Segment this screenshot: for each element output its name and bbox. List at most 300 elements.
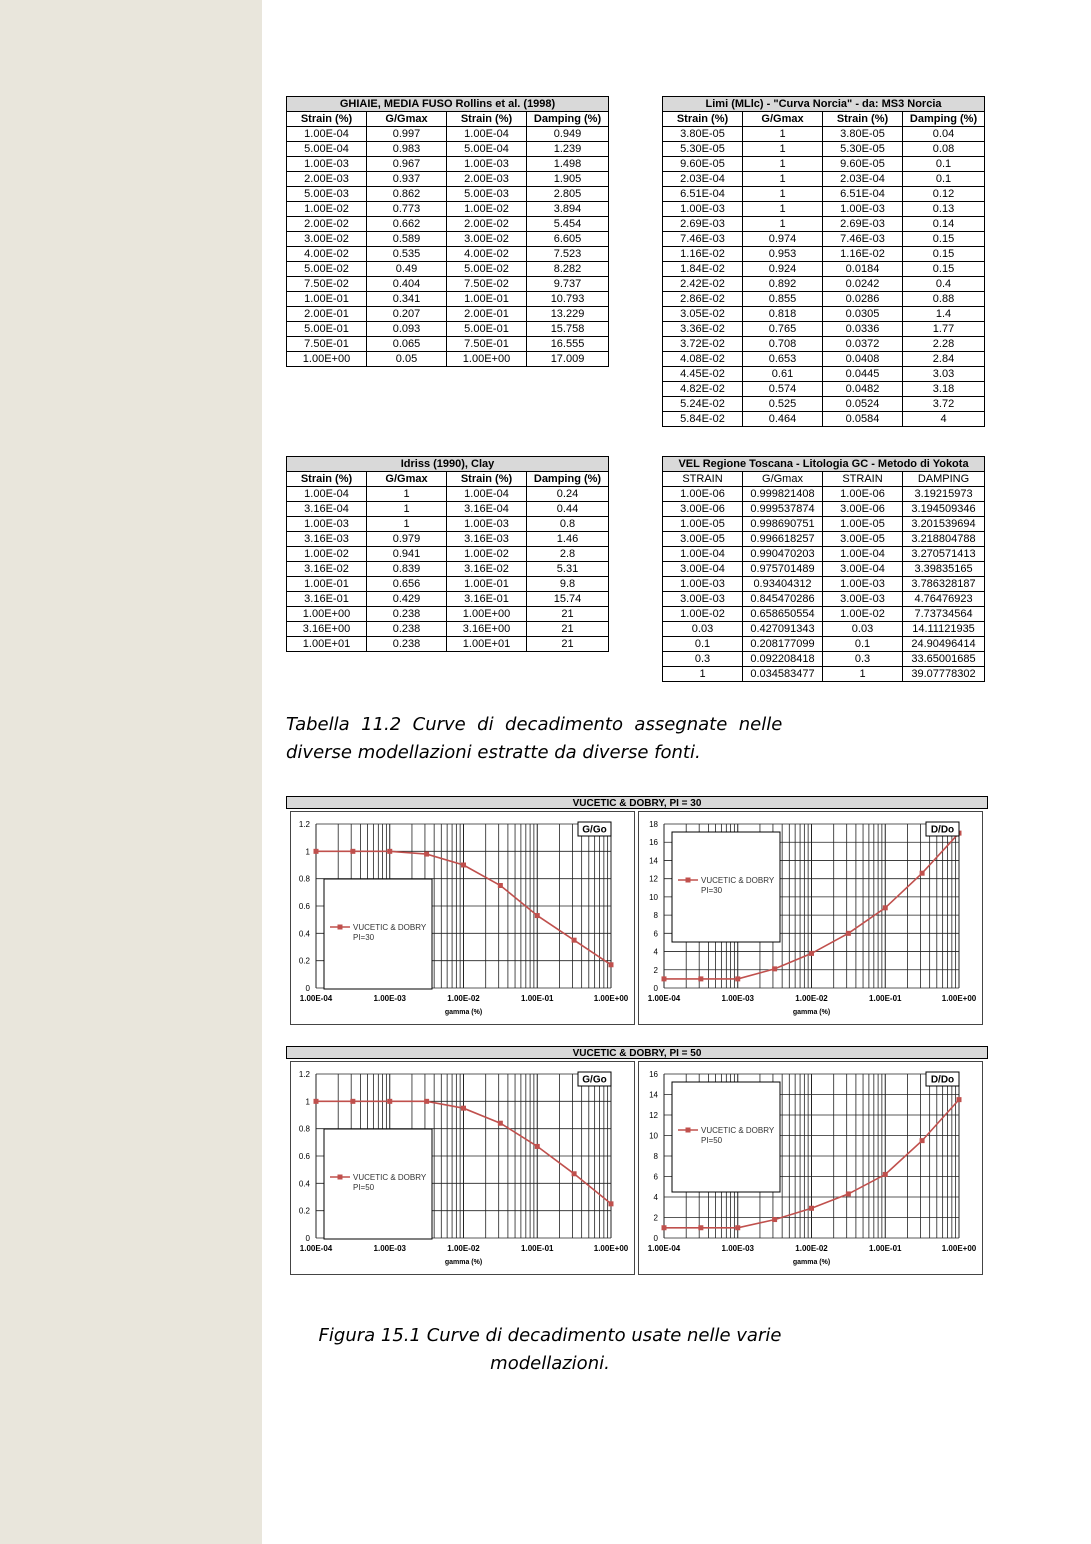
table-cell: 14.11121935 (903, 622, 985, 637)
table-row (287, 517, 609, 532)
table-cell: 4.45E-02 (663, 367, 743, 382)
table-cell: 5.31 (527, 562, 609, 577)
table-cell: 1.00E+00 (287, 352, 367, 367)
data-point (498, 1121, 503, 1126)
table-cell: 3.16E-01 (287, 592, 367, 607)
table-cell: 0.03 (663, 622, 743, 637)
legend-marker (686, 1128, 691, 1133)
table-cell: 4 (903, 412, 985, 427)
y-tick-label: 1.2 (298, 820, 310, 829)
y-tick-label: 0.4 (298, 1179, 310, 1189)
y-tick-label: 0.8 (298, 874, 310, 884)
data-point (387, 849, 392, 854)
table-cell: 5.00E-03 (287, 187, 367, 202)
table-cell: 5.00E-01 (447, 322, 527, 337)
table-row (663, 202, 985, 217)
table-cell: 0.997 (367, 127, 447, 142)
table-cell: 9.8 (527, 577, 609, 592)
data-point (424, 852, 429, 857)
x-tick-label: 1.00E-01 (521, 994, 554, 1003)
data-point (772, 1217, 777, 1222)
table-cell: 4.76476923 (903, 592, 985, 607)
page-sidebar (0, 0, 262, 1544)
table-cell: 7.50E-01 (287, 337, 367, 352)
table-cell: 0.1 (903, 157, 985, 172)
legend-label: VUCETIC & DOBRY (701, 1126, 775, 1135)
legend-label: VUCETIC & DOBRY (353, 1173, 427, 1182)
table-cell: 1 (663, 667, 743, 682)
table-cell: 39.07778302 (903, 667, 985, 682)
table-cell: 3.16E+00 (287, 622, 367, 637)
table-row (287, 247, 609, 262)
x-tick-label: 1.00E-04 (299, 994, 333, 1003)
table-row (663, 382, 985, 397)
x-tick-label: 1.00E-01 (521, 1244, 554, 1253)
table-caption (286, 711, 826, 767)
table-row (663, 517, 985, 532)
column-header: DAMPING (903, 472, 985, 487)
table-cell: 0.653 (743, 352, 823, 367)
figure-caption (300, 1322, 800, 1378)
table-cell: 0.941 (367, 547, 447, 562)
data-point (314, 1099, 319, 1104)
table-cell: 1.00E-03 (447, 157, 527, 172)
table-cell: 2.69E-03 (823, 217, 903, 232)
chart-g-pi30-frame (290, 811, 635, 1025)
table-cell: 0.238 (367, 607, 447, 622)
table-cell: 0.341 (367, 292, 447, 307)
table-cell: 1 (743, 202, 823, 217)
x-axis-label: gamma (%) (792, 1009, 831, 1016)
table-cell: 3.218804788 (903, 532, 985, 547)
data-point (609, 1201, 614, 1206)
table-cell: 6.605 (527, 232, 609, 247)
data-point (535, 913, 540, 918)
table-cell: 0.208177099 (743, 637, 823, 652)
table-cell: 1.00E-04 (287, 487, 367, 502)
table-cell: 1 (743, 187, 823, 202)
table-cell: 4.08E-02 (663, 352, 743, 367)
table-title: VEL Regione Toscana - Litologia GC - Metodo di Yokota (663, 457, 985, 472)
data-point (350, 849, 355, 854)
y-tick-label: 4 (653, 1193, 658, 1202)
chart-d-pi30-frame (638, 811, 983, 1025)
table-cell: 0.08 (903, 142, 985, 157)
table-cell: 3.00E-02 (287, 232, 367, 247)
table-cell: 5.00E-01 (287, 322, 367, 337)
table-row (287, 352, 609, 367)
table-cell: 5.30E-05 (823, 142, 903, 157)
table-cell: 15.758 (527, 322, 609, 337)
table-cell: 3.786328187 (903, 577, 985, 592)
table-cell: 1 (367, 517, 447, 532)
table-cell: 1.905 (527, 172, 609, 187)
table-cell: 0.892 (743, 277, 823, 292)
table-cell: 0.0524 (823, 397, 903, 412)
table-cell: 2.00E-01 (287, 307, 367, 322)
table-cell: 3.36E-02 (663, 322, 743, 337)
x-tick-label: 1.00E-02 (447, 1244, 480, 1253)
legend-box (672, 1082, 780, 1192)
table-cell: 21 (527, 622, 609, 637)
table-row (287, 607, 609, 622)
table-row (287, 562, 609, 577)
table-row (663, 532, 985, 547)
table-row (663, 217, 985, 232)
data-point (698, 1225, 703, 1230)
table-cell: 0.238 (367, 622, 447, 637)
table-cell: 3.270571413 (903, 547, 985, 562)
x-tick-label: 1.00E-02 (795, 1244, 828, 1253)
table-caption-line-1: Tabella 11.2 Curve di decadimento assegnate nelle (286, 714, 783, 735)
data-point (735, 1225, 740, 1230)
y-tick-label: 16 (649, 838, 658, 848)
column-header: STRAIN (823, 472, 903, 487)
table-row (287, 592, 609, 607)
table-cell: 0.14 (903, 217, 985, 232)
table-row (663, 157, 985, 172)
x-tick-label: 1.00E-03 (721, 1244, 754, 1253)
table-cell: 0.49 (367, 262, 447, 277)
table-ghiaie-rollins (286, 96, 609, 367)
y-tick-label: 14 (649, 1090, 658, 1100)
table-cell: 1.00E-01 (287, 577, 367, 592)
table-row (663, 502, 985, 517)
table-cell: 1.84E-02 (663, 262, 743, 277)
table-cell: 1.00E-05 (823, 517, 903, 532)
column-header: STRAIN (663, 472, 743, 487)
table-row (663, 652, 985, 667)
data-point (883, 1172, 888, 1177)
chart-d-pi50 (639, 1062, 982, 1274)
y-tick-label: 2 (653, 965, 658, 975)
legend-label: VUCETIC & DOBRY (353, 923, 427, 932)
table-cell: 0.429 (367, 592, 447, 607)
y-tick-label: 0.2 (298, 1206, 310, 1216)
table-cell: 3.894 (527, 202, 609, 217)
table-row (287, 547, 609, 562)
data-point (809, 1206, 814, 1211)
table-row (663, 352, 985, 367)
y-tick-label: 10 (649, 1131, 658, 1141)
data-point (772, 966, 777, 971)
table-cell: 0.15 (903, 247, 985, 262)
corner-label: D/Do (930, 824, 955, 836)
table-cell: 1.00E-04 (663, 547, 743, 562)
data-point (461, 863, 466, 868)
chart-g-pi30 (291, 812, 634, 1024)
x-tick-label: 1.00E-04 (647, 994, 681, 1003)
table-row (663, 592, 985, 607)
chart-group-title-pi30: VUCETIC & DOBRY, PI = 30 (286, 796, 988, 809)
column-header: G/Gmax (743, 112, 823, 127)
column-header: Strain (%) (287, 472, 367, 487)
table-cell: 1.00E+00 (447, 607, 527, 622)
table-cell: 0.1 (823, 637, 903, 652)
table-cell: 2.8 (527, 547, 609, 562)
column-header: Damping (%) (527, 472, 609, 487)
table-cell: 1.00E-06 (663, 487, 743, 502)
table-cell: 1.00E-02 (823, 607, 903, 622)
table-cell: 1.00E-04 (447, 127, 527, 142)
table-cell: 7.50E-02 (287, 277, 367, 292)
table-row (663, 487, 985, 502)
table-cell: 1.00E-03 (447, 517, 527, 532)
table-cell: 0.662 (367, 217, 447, 232)
y-tick-label: 6 (653, 929, 658, 939)
table-cell: 0.967 (367, 157, 447, 172)
table-row (663, 172, 985, 187)
table-cell: 3.194509346 (903, 502, 985, 517)
y-tick-label: 0 (305, 984, 310, 993)
data-point (424, 1099, 429, 1104)
legend-marker (686, 878, 691, 883)
table-cell: 24.90496414 (903, 637, 985, 652)
y-tick-label: 12 (649, 874, 658, 884)
table-title: Limi (MLlc) - "Curva Norcia" - da: MS3 Norcia (663, 97, 985, 112)
table-cell: 0.05 (367, 352, 447, 367)
table-cell: 9.737 (527, 277, 609, 292)
table-cell: 3.16E-04 (287, 502, 367, 517)
y-tick-label: 2 (653, 1213, 658, 1223)
data-point (350, 1099, 355, 1104)
table-cell: 33.65001685 (903, 652, 985, 667)
chart-d-pi30 (639, 812, 982, 1024)
table-cell: 2.00E-01 (447, 307, 527, 322)
table-cell: 3.00E-05 (823, 532, 903, 547)
table-cell: 3.00E-04 (823, 562, 903, 577)
table-row (663, 337, 985, 352)
y-tick-label: 10 (649, 892, 658, 902)
table-cell: 0.404 (367, 277, 447, 292)
table-cell: 0.1 (663, 637, 743, 652)
legend-box (324, 879, 432, 989)
data-point (735, 976, 740, 981)
table-row (287, 262, 609, 277)
legend-marker (338, 925, 343, 930)
table-cell: 1.00E-03 (663, 577, 743, 592)
table-cell: 3.00E-06 (663, 502, 743, 517)
table-cell: 0.44 (527, 502, 609, 517)
table-cell: 3.00E-03 (823, 592, 903, 607)
table-row (287, 622, 609, 637)
figure-caption-line-2: modellazioni. (490, 1353, 610, 1374)
chart-g-pi50-frame (290, 1061, 635, 1275)
table-cell: 0.0286 (823, 292, 903, 307)
table-cell: 0.656 (367, 577, 447, 592)
legend-label: VUCETIC & DOBRY (701, 876, 775, 885)
table-cell: 0.535 (367, 247, 447, 262)
table-row (287, 202, 609, 217)
corner-label: D/Do (930, 1074, 955, 1086)
table-cell: 1.00E-01 (287, 292, 367, 307)
table-cell: 6.51E-04 (663, 187, 743, 202)
y-tick-label: 18 (649, 820, 658, 829)
table-cell: 5.454 (527, 217, 609, 232)
table-cell: 3.00E-04 (663, 562, 743, 577)
table-cell: 0.765 (743, 322, 823, 337)
table-cell: 0.24 (527, 487, 609, 502)
table-cell: 1.16E-02 (663, 247, 743, 262)
table-cell: 0.093 (367, 322, 447, 337)
y-tick-label: 1 (305, 1097, 310, 1107)
x-tick-label: 1.00E+00 (593, 994, 629, 1003)
table-cell: 0.999821408 (743, 487, 823, 502)
table-limi-norcia (662, 96, 985, 427)
column-header: G/Gmax (743, 472, 823, 487)
column-header: Damping (%) (903, 112, 985, 127)
table-cell: 9.60E-05 (663, 157, 743, 172)
column-header: Strain (%) (287, 112, 367, 127)
legend-label: PI=50 (701, 1136, 723, 1145)
table-cell: 7.73734564 (903, 607, 985, 622)
chart-g-pi50 (291, 1062, 634, 1274)
table-row (663, 187, 985, 202)
x-axis-label: gamma (%) (444, 1009, 483, 1016)
data-point (387, 1099, 392, 1104)
y-tick-label: 1 (305, 847, 310, 857)
table-cell: 0.0584 (823, 412, 903, 427)
table-cell: 1 (367, 487, 447, 502)
chart-d-pi50-frame (638, 1061, 983, 1275)
table-cell: 4.00E-02 (287, 247, 367, 262)
x-axis-label: gamma (%) (792, 1259, 831, 1266)
x-tick-label: 1.00E-04 (647, 1244, 681, 1253)
table-cell: 1 (743, 142, 823, 157)
x-tick-label: 1.00E+00 (593, 1244, 629, 1253)
table-caption-line-2: diverse modellazioni estratte da diverse fonti. (286, 742, 701, 763)
table-cell: 5.00E-03 (447, 187, 527, 202)
table-cell: 0.0372 (823, 337, 903, 352)
table-cell: 0.996618257 (743, 532, 823, 547)
x-tick-label: 1.00E-03 (373, 1244, 406, 1253)
table-row (663, 667, 985, 682)
table-cell: 0.953 (743, 247, 823, 262)
table-row (287, 337, 609, 352)
table-cell: 1.4 (903, 307, 985, 322)
table-title: Idriss (1990), Clay (287, 457, 609, 472)
table-cell: 0.0242 (823, 277, 903, 292)
table-row (287, 172, 609, 187)
table-cell: 0.975701489 (743, 562, 823, 577)
x-tick-label: 1.00E-03 (373, 994, 406, 1003)
table-cell: 0.12 (903, 187, 985, 202)
data-point (498, 883, 503, 888)
table-row (663, 232, 985, 247)
table-cell: 3.00E-06 (823, 502, 903, 517)
table-cell: 1.00E-03 (287, 517, 367, 532)
table-row (663, 622, 985, 637)
y-tick-label: 0 (653, 984, 658, 993)
x-tick-label: 1.00E-02 (447, 994, 480, 1003)
table-cell: 3.00E-05 (663, 532, 743, 547)
table-idriss-clay (286, 456, 609, 652)
legend-box (324, 1129, 432, 1239)
table-cell: 1.00E+00 (447, 352, 527, 367)
table-cell: 2.00E-03 (287, 172, 367, 187)
table-cell: 1.00E+01 (287, 637, 367, 652)
table-cell: 0.092208418 (743, 652, 823, 667)
table-cell: 0.1 (903, 172, 985, 187)
table-cell: 0.773 (367, 202, 447, 217)
y-tick-label: 0 (305, 1234, 310, 1243)
x-tick-label: 1.00E+00 (941, 1244, 977, 1253)
table-cell: 1.00E-03 (823, 202, 903, 217)
table-cell: 5.30E-05 (663, 142, 743, 157)
table-cell: 0.4 (903, 277, 985, 292)
data-point (662, 976, 667, 981)
table-row (663, 637, 985, 652)
table-cell: 3.03 (903, 367, 985, 382)
table-cell: 1.00E-01 (447, 292, 527, 307)
table-cell: 1.00E-02 (447, 547, 527, 562)
y-tick-label: 0.2 (298, 956, 310, 966)
table-cell: 0.708 (743, 337, 823, 352)
y-tick-label: 8 (653, 1152, 658, 1161)
table-cell: 7.50E-01 (447, 337, 527, 352)
table-row (287, 232, 609, 247)
table-vel-toscana (662, 456, 985, 682)
table-cell: 2.805 (527, 187, 609, 202)
table-cell: 21 (527, 637, 609, 652)
column-header: G/Gmax (367, 472, 447, 487)
figure-caption-line-1: Figura 15.1 Curve di decadimento usate nelle varie (318, 1325, 782, 1346)
table-cell: 3.16E-02 (447, 562, 527, 577)
table-cell: 1 (743, 217, 823, 232)
table-cell: 1.00E-05 (663, 517, 743, 532)
table-cell: 1.00E-06 (823, 487, 903, 502)
table-cell: 16.555 (527, 337, 609, 352)
table-row (287, 577, 609, 592)
table-cell: 3.16E+00 (447, 622, 527, 637)
table-row (663, 277, 985, 292)
table-title: GHIAIE, MEDIA FUSO Rollins et al. (1998) (287, 97, 609, 112)
table-cell: 1.00E-04 (287, 127, 367, 142)
table-cell: 1.00E-03 (823, 577, 903, 592)
table-cell: 2.00E-02 (447, 217, 527, 232)
x-tick-label: 1.00E-04 (299, 1244, 333, 1253)
column-header: Strain (%) (447, 112, 527, 127)
y-tick-label: 0.8 (298, 1124, 310, 1134)
legend-label: PI=30 (353, 933, 375, 942)
table-row (287, 502, 609, 517)
table-cell: 0.0305 (823, 307, 903, 322)
table-cell: 1.00E-02 (663, 607, 743, 622)
data-point (572, 938, 577, 943)
table-cell: 0.13 (903, 202, 985, 217)
table-cell: 7.46E-03 (823, 232, 903, 247)
table-row (663, 577, 985, 592)
table-cell: 3.05E-02 (663, 307, 743, 322)
data-point (572, 1171, 577, 1176)
table-cell: 0.15 (903, 262, 985, 277)
table-cell: 2.00E-02 (287, 217, 367, 232)
table-cell: 5.00E-04 (447, 142, 527, 157)
x-axis-label: gamma (%) (444, 1259, 483, 1266)
legend-marker (338, 1175, 343, 1180)
table-cell: 0.0184 (823, 262, 903, 277)
table-row (287, 157, 609, 172)
table-cell: 2.84 (903, 352, 985, 367)
table-cell: 4.00E-02 (447, 247, 527, 262)
data-point (314, 849, 319, 854)
table-cell: 3.72 (903, 397, 985, 412)
y-tick-label: 6 (653, 1172, 658, 1182)
table-cell: 0.61 (743, 367, 823, 382)
table-row (663, 247, 985, 262)
table-cell: 1.00E-03 (287, 157, 367, 172)
column-header: Strain (%) (447, 472, 527, 487)
